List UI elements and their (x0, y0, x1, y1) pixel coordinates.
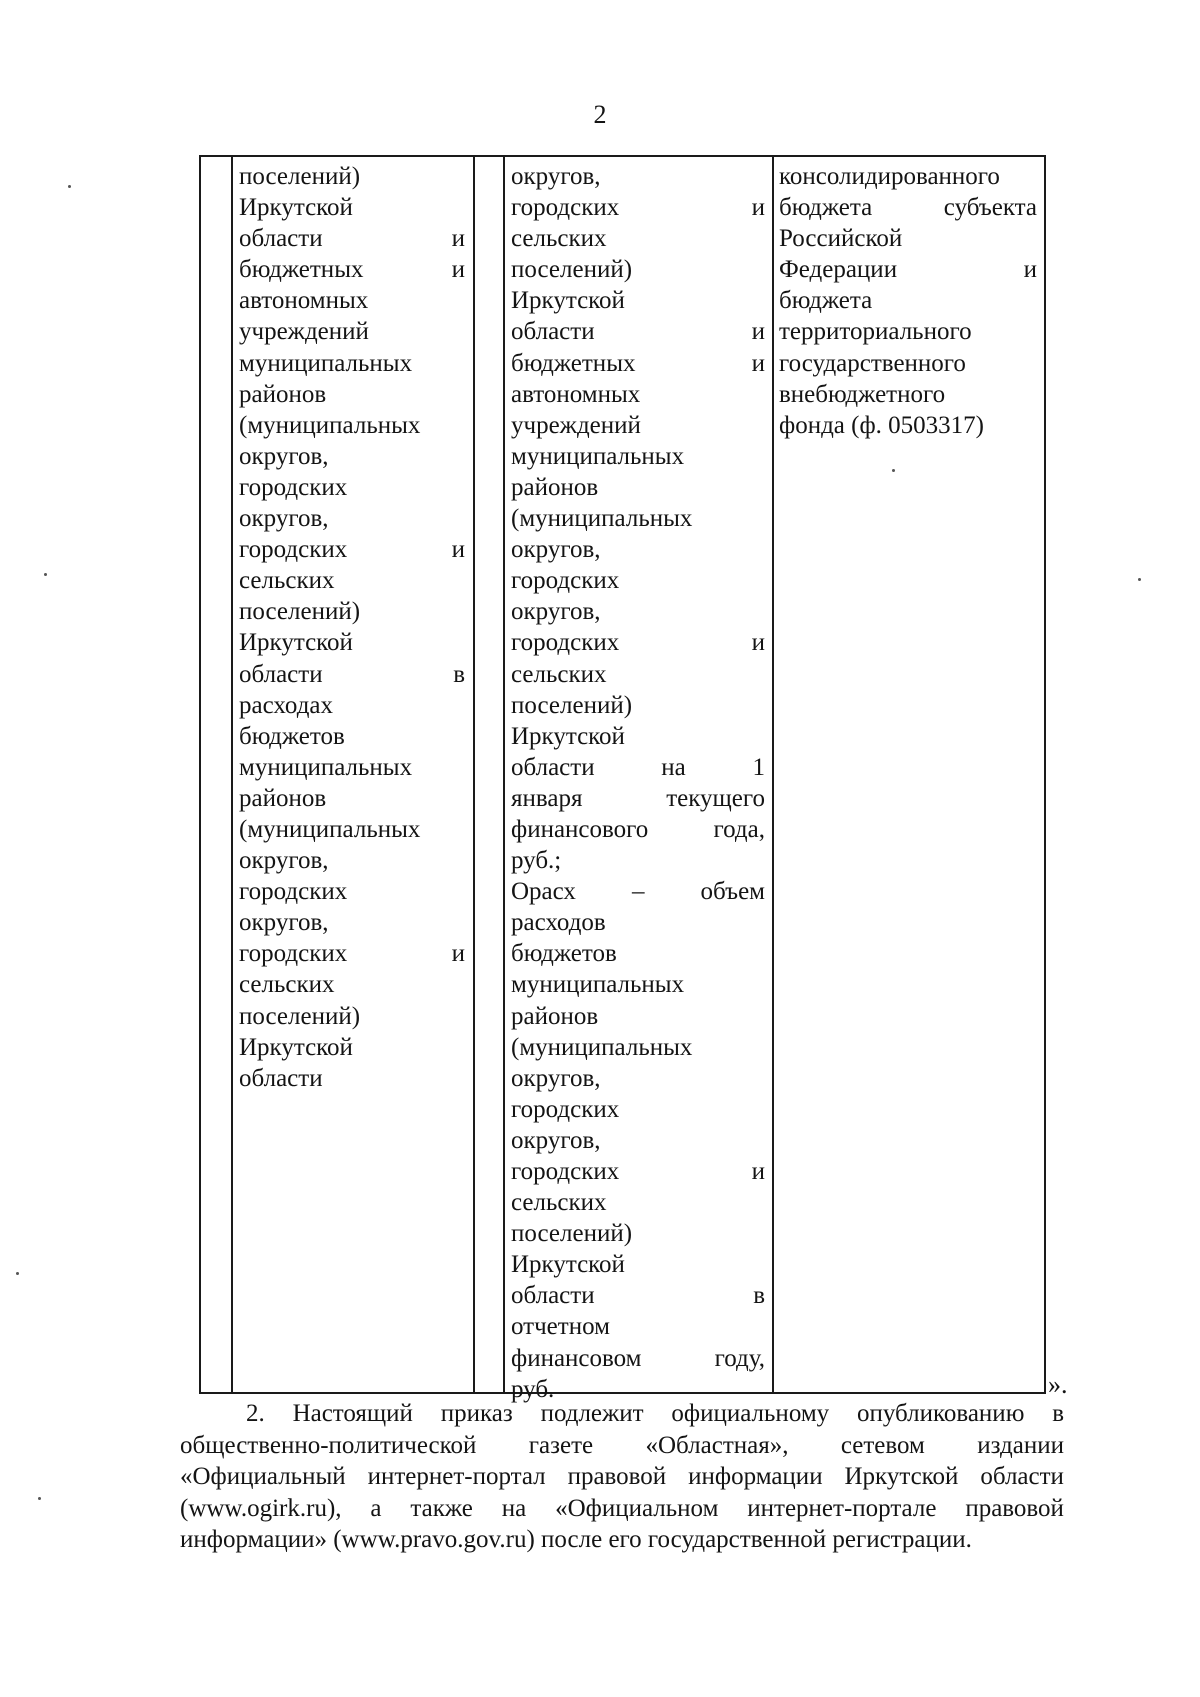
paragraph-line (180, 1493, 1064, 1525)
table-column-divider (503, 157, 505, 1392)
table-cell-line (511, 1187, 765, 1218)
paragraph-line (180, 1430, 1064, 1462)
table-cell-word: районов (511, 1002, 599, 1030)
paragraph-word: официальному (671, 1400, 830, 1427)
table-cell-word: – (631, 878, 645, 906)
table-cell-word: муниципальных (511, 971, 685, 999)
table-cell-line (511, 1218, 765, 1249)
paragraph-word: (www.ogirk.ru), (180, 1494, 342, 1522)
paragraph-line (180, 1398, 1064, 1430)
table-cell-word: районов (239, 784, 327, 812)
table-cell-line (239, 410, 465, 441)
table-column-divider (473, 157, 475, 1392)
table-cell-word: сельских (511, 225, 607, 253)
table-cell-line (239, 223, 465, 254)
table-cell-line (511, 907, 765, 938)
table-cell-line (511, 565, 765, 596)
table-cell-word: внебюджетного (779, 380, 946, 408)
paragraph-word: «Официальном (555, 1494, 719, 1522)
table-cell-line (511, 285, 765, 316)
table-cell-word: сельских (239, 567, 335, 595)
paragraph-line: информации» (www.pravo.gov.ru) после его государственной регистрации. (180, 1526, 972, 1553)
table-cell-word: округов, (511, 163, 601, 190)
table-cell-word: городских (511, 567, 620, 595)
table-cell-word: муниципальных (239, 349, 413, 377)
table-cell-line (511, 223, 765, 254)
definitions-table (199, 155, 1046, 1403)
table-cell-line (239, 161, 465, 192)
paragraph-word: газете (528, 1431, 594, 1459)
table-cell-word: автономных (511, 380, 641, 408)
table-cell-word: бюджетов (239, 722, 345, 750)
table-cell-word: и (751, 349, 765, 377)
table-cell-word: и (451, 940, 465, 968)
table-cell-line (511, 441, 765, 472)
scan-speck (892, 469, 895, 472)
table-cell-line (239, 1063, 465, 1094)
page-number: 2 (593, 100, 607, 129)
table-cell-word: Иркутской (239, 1033, 353, 1061)
table-cell-line (239, 1032, 465, 1063)
paragraph-word: правовой (567, 1463, 667, 1490)
table-cell-line (239, 348, 465, 379)
table-cell-line (511, 472, 765, 503)
table-cell-word: Иркутской (511, 287, 625, 315)
table-cell-indicator-description (239, 161, 465, 1094)
table-cell-line (511, 969, 765, 1000)
table-cell-line (511, 316, 765, 347)
table-cell-line (511, 1311, 765, 1342)
table-cell-line (511, 534, 765, 565)
table-cell-word: учреждений (511, 411, 641, 439)
table-cell-line (779, 348, 1037, 379)
paragraph-line (180, 1461, 1064, 1493)
table-cell-word: (муниципальных (511, 1033, 693, 1061)
paragraph-word: издании (977, 1431, 1064, 1459)
table-cell-word: округов, (511, 1126, 601, 1154)
table-cell-line (511, 783, 765, 814)
table-cell-line (511, 503, 765, 534)
table-cell-line (511, 627, 765, 658)
table-cell-word: бюджетных (511, 349, 636, 377)
table-cell-word: городских (511, 629, 620, 657)
table-cell-word: руб.; (511, 847, 562, 875)
table-cell-word: и (751, 318, 765, 346)
table-cell-word: поселений) (239, 598, 361, 626)
scan-speck (44, 573, 47, 576)
table-cell-word: области (239, 660, 323, 688)
table-cell-line (779, 410, 1037, 441)
table-cell-line (511, 1280, 765, 1311)
paragraph-word: а (370, 1494, 382, 1522)
table-cell-word: поселений) (239, 1002, 361, 1030)
table-cell-line (239, 627, 465, 658)
table-cell-word: году, (714, 1344, 765, 1372)
table-cell-line (779, 223, 1037, 254)
table-cell-word: консолидированного (779, 163, 1000, 190)
table-cell-line (239, 316, 465, 347)
paragraph-word: «Областная», (645, 1431, 789, 1459)
table-cell-line (239, 721, 465, 752)
table-cell-line (511, 410, 765, 441)
scan-speck (38, 1497, 41, 1500)
table-cell-word: бюджета (779, 287, 873, 315)
table-cell-word: округов, (511, 598, 601, 626)
table-cell-line (239, 441, 465, 472)
table-cell-word: 1 (752, 753, 765, 781)
table-cell-line (511, 659, 765, 690)
scan-speck (1138, 578, 1141, 581)
table-cell-line (239, 379, 465, 410)
paragraph-word: общественно-политической (180, 1431, 477, 1459)
table-cell-word: Федерации (779, 256, 898, 284)
table-cell-word: Иркутской (239, 194, 353, 222)
closing-quote: ». (1048, 1370, 1068, 1399)
table-cell-word: Орасх (511, 878, 576, 906)
table-cell-line (511, 596, 765, 627)
table-column-divider (772, 157, 774, 1392)
paragraph-word: приказ (440, 1400, 513, 1427)
table-cell-line (511, 938, 765, 969)
table-cell-line (511, 1001, 765, 1032)
paragraph-word: сетевом (840, 1431, 925, 1459)
table-cell-word: городских (239, 878, 348, 906)
table-cell-word: округов, (511, 536, 601, 564)
table-cell-line (779, 285, 1037, 316)
table-cell-word: бюджета (779, 194, 873, 222)
table-cell-word: поселений) (511, 256, 633, 284)
table-cell-line (239, 783, 465, 814)
table-cell-line (239, 285, 465, 316)
table-cell-word: фонда (ф. 0503317) (779, 411, 984, 439)
table-cell-line (511, 161, 765, 192)
table-cell-word: поселений) (511, 691, 633, 719)
table-cell-line (239, 876, 465, 907)
table-cell-line (239, 690, 465, 721)
table-cell-line (511, 1063, 765, 1094)
table-cell-word: (муниципальных (239, 815, 421, 843)
table-cell-word: и (451, 536, 465, 564)
table-cell-word: сельских (239, 971, 335, 999)
paragraph-2 (180, 1398, 1064, 1556)
table-cell-word: года, (713, 815, 765, 843)
table-cell-word: Российской (779, 225, 903, 253)
table-cell-line (511, 1094, 765, 1125)
table-cell-line (511, 752, 765, 783)
table-cell-line (511, 348, 765, 379)
table-cell-word: области (511, 753, 595, 781)
table-cell-line (511, 1343, 765, 1374)
table-cell-word: (муниципальных (239, 411, 421, 439)
table-cell-word: в (753, 1282, 765, 1310)
table-cell-line (239, 596, 465, 627)
table-cell-word: руб. (511, 1375, 555, 1403)
table-cell-word: бюджетов (511, 940, 617, 968)
table-cell-formula-terms (511, 161, 765, 1405)
table-cell-line (779, 192, 1037, 223)
table-cell-line (511, 192, 765, 223)
table-cell-line (511, 1032, 765, 1063)
table-cell-line (239, 752, 465, 783)
table-cell-line (511, 721, 765, 752)
table-cell-line (779, 316, 1037, 347)
table-cell-line (239, 565, 465, 596)
table-cell-word: Иркутской (239, 629, 353, 657)
table-cell-word: государственного (779, 349, 966, 377)
paragraph-word: Настоящий (292, 1400, 413, 1427)
paragraph-word: области (980, 1463, 1064, 1490)
table-cell-line (239, 1001, 465, 1032)
table-cell-word: муниципальных (511, 442, 685, 470)
table-cell-line (239, 192, 465, 223)
table-cell-word: области (511, 1282, 595, 1310)
table-cell-line (511, 876, 765, 907)
table-cell-word: области (239, 1064, 323, 1092)
table-cell-line (779, 254, 1037, 285)
table-cell-word: округов, (511, 1064, 601, 1092)
table-cell-line (239, 534, 465, 565)
table-cell-word: городских (511, 194, 620, 222)
table-cell-word: и (451, 225, 465, 253)
paragraph-word: 2. (246, 1400, 265, 1427)
table-cell-word: субъекта (943, 194, 1037, 222)
table-cell-word: января (511, 784, 583, 812)
table-cell-word: муниципальных (239, 753, 413, 781)
table-cell-line (511, 845, 765, 876)
table-cell-line (779, 379, 1037, 410)
table-cell-line (239, 814, 465, 845)
table-cell-word: городских (239, 940, 348, 968)
table-cell-word: городских (511, 1095, 620, 1123)
paragraph-word: интернет-портале (747, 1494, 937, 1522)
table-cell-word: Иркутской (511, 1251, 625, 1279)
table-cell-word: области (239, 225, 323, 253)
table-cell-word: территориального (779, 318, 972, 346)
table-cell-line (239, 907, 465, 938)
paragraph-word: правовой (965, 1494, 1064, 1522)
table-cell-line (511, 1125, 765, 1156)
paragraph-word: «Официальный (180, 1463, 346, 1490)
table-column-divider (231, 157, 233, 1392)
table-cell-word: районов (511, 473, 599, 501)
table-cell-word: расходов (511, 909, 606, 937)
table-cell-word: городских (511, 1158, 620, 1185)
paragraph-word: Иркутской (844, 1463, 959, 1490)
table-cell-word: на (661, 753, 686, 781)
table-cell-line (511, 1156, 765, 1187)
paragraph-word: подлежит (540, 1400, 644, 1427)
table-cell-word: (муниципальных (511, 505, 693, 533)
table-cell-line (511, 1249, 765, 1280)
table-cell-word: сельских (511, 1189, 607, 1217)
table-cell-word: районов (239, 380, 327, 408)
table-cell-word: и (1023, 256, 1037, 284)
paragraph-word: опубликованию (856, 1400, 1025, 1427)
table-cell-word: округов, (239, 847, 329, 875)
paragraph-word: интернет-портал (367, 1463, 546, 1490)
table-cell-word: объем (700, 878, 765, 906)
table-cell-line (511, 254, 765, 285)
table-cell-word: и (751, 1158, 765, 1185)
table-cell-word: поселений) (239, 163, 361, 190)
table-cell-line (239, 845, 465, 876)
scan-speck (68, 185, 71, 188)
table-cell-word: и (751, 194, 765, 222)
paragraph-word: информации (688, 1463, 823, 1490)
table-cell-word: текущего (666, 784, 765, 812)
table-cell-word: автономных (239, 287, 369, 315)
table-cell-word: округов, (239, 442, 329, 470)
paragraph-word: в (1052, 1400, 1064, 1427)
table-cell-word: расходах (239, 691, 334, 719)
table-cell-word: округов, (239, 505, 329, 533)
paragraph-word: также (410, 1494, 473, 1522)
table-cell-word: области (511, 318, 595, 346)
table-cell-word: и (451, 256, 465, 284)
table-cell-word: отчетном (511, 1313, 610, 1341)
scan-speck (16, 1272, 19, 1275)
table-cell-data-source (779, 161, 1037, 441)
table-cell-word: Иркутской (511, 722, 625, 750)
table-cell-line (511, 379, 765, 410)
table-cell-word: бюджетных (239, 256, 364, 284)
table-cell-word: городских (239, 536, 348, 564)
table-cell-line (239, 472, 465, 503)
table-cell-word: финансового (511, 815, 649, 843)
table-cell-word: финансовом (511, 1344, 642, 1372)
table-cell-line (239, 254, 465, 285)
table-cell-word: поселений) (511, 1220, 633, 1248)
table-cell-word: и (751, 629, 765, 657)
table-cell-word: сельских (511, 660, 607, 688)
table-cell-line (239, 938, 465, 969)
paragraph-word: на (501, 1494, 527, 1522)
table-cell-line (239, 503, 465, 534)
table-cell-word: округов, (239, 909, 329, 937)
table-cell-line (511, 814, 765, 845)
table-cell-line (239, 659, 465, 690)
table-cell-word: городских (239, 473, 348, 501)
table-cell-line (511, 690, 765, 721)
table-cell-word: в (453, 660, 465, 688)
table-cell-line (239, 969, 465, 1000)
table-cell-line (779, 161, 1037, 192)
table-cell-word: учреждений (239, 318, 369, 346)
